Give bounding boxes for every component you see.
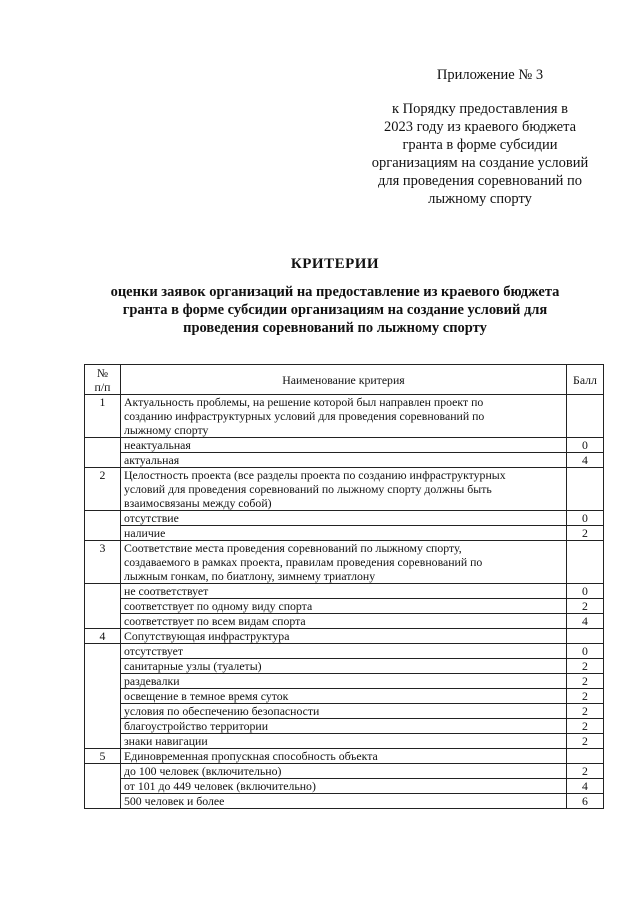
annex-title-text: Приложение № 3 <box>436 67 544 83</box>
header-number-line: п/п <box>94 379 111 394</box>
option-label: соответствует по одному виду спорта <box>121 599 567 614</box>
option-points: 2 <box>567 674 604 689</box>
option-points: 0 <box>567 644 604 659</box>
option-points: 4 <box>567 453 604 468</box>
annex-line: для проведения соревнований по <box>377 173 583 189</box>
criterion-option-row <box>85 526 604 541</box>
criterion-title-line: условий для проведения соревнований по лыжному спорту должны быть <box>124 482 492 496</box>
criteria-body <box>85 395 604 809</box>
annex-line: 2023 году из краевого бюджета <box>383 119 577 135</box>
option-points: 2 <box>567 599 604 614</box>
criterion-title-line: Единовременная пропускная способность объекта <box>124 749 378 763</box>
header-number-line: № <box>96 365 109 380</box>
criterion-title-row <box>85 395 604 438</box>
criterion-number-continued <box>85 779 121 794</box>
option-points: 2 <box>567 719 604 734</box>
criterion-number-continued <box>85 511 121 526</box>
criterion-number-continued <box>85 644 121 659</box>
criterion-title-line: Соответствие места проведения соревнований по лыжному спорту, <box>124 541 462 555</box>
table-header-row <box>85 365 604 395</box>
criterion-option-row <box>85 794 604 809</box>
option-points: 4 <box>567 614 604 629</box>
criterion-option-row <box>85 719 604 734</box>
document-title: КРИТЕРИИ <box>290 256 380 272</box>
criterion-title-line: Целостность проекта (все разделы проекта по созданию инфраструктурных <box>124 468 506 482</box>
criterion-title-row <box>85 541 604 584</box>
criterion-points-empty <box>567 541 604 584</box>
option-label: актуальная <box>121 453 567 468</box>
criterion-points-empty <box>567 395 604 438</box>
criterion-title-line: Сопутствующая инфраструктура <box>124 629 290 643</box>
criterion-title <box>121 468 567 511</box>
criterion-option-row <box>85 584 604 599</box>
criterion-option-row <box>85 599 604 614</box>
annex-line: организациям на создание условий <box>371 155 589 171</box>
header-number <box>85 365 121 395</box>
criterion-option-row <box>85 511 604 526</box>
option-label: раздевалки <box>121 674 567 689</box>
criterion-title-row <box>85 629 604 644</box>
criterion-number-continued <box>85 453 121 468</box>
criterion-number-continued <box>85 719 121 734</box>
criterion-number-continued <box>85 734 121 749</box>
option-label: не соответствует <box>121 584 567 599</box>
option-points: 2 <box>567 734 604 749</box>
option-label: благоустройство территории <box>121 719 567 734</box>
criterion-title <box>121 395 567 438</box>
option-label: соответствует по всем видам спорта <box>121 614 567 629</box>
option-points: 2 <box>567 764 604 779</box>
option-label: от 101 до 449 человек (включительно) <box>121 779 567 794</box>
criterion-option-row <box>85 704 604 719</box>
criterion-number-continued <box>85 764 121 779</box>
option-points: 2 <box>567 659 604 674</box>
criterion-option-row <box>85 614 604 629</box>
option-label: до 100 человек (включительно) <box>121 764 567 779</box>
criterion-option-row <box>85 659 604 674</box>
criterion-number: 2 <box>85 468 121 511</box>
criterion-number-continued <box>85 526 121 541</box>
header-points: Балл <box>567 365 604 395</box>
option-points: 6 <box>567 794 604 809</box>
option-label: отсутствие <box>121 511 567 526</box>
criterion-title <box>121 629 567 644</box>
option-points: 0 <box>567 584 604 599</box>
criterion-title-line: созданию инфраструктурных условий для проведения соревнований по <box>124 409 485 423</box>
option-points: 4 <box>567 779 604 794</box>
criterion-number-continued <box>85 584 121 599</box>
option-points: 0 <box>567 511 604 526</box>
criterion-number-continued <box>85 614 121 629</box>
criterion-option-row <box>85 438 604 453</box>
criterion-option-row <box>85 689 604 704</box>
criterion-number: 4 <box>85 629 121 644</box>
criterion-number-continued <box>85 438 121 453</box>
header-name: Наименование критерия <box>121 365 567 395</box>
option-label: условия по обеспечению безопасности <box>121 704 567 719</box>
criterion-title-row <box>85 749 604 764</box>
subtitle-line: проведения соревнований по лыжному спорту <box>183 320 487 336</box>
option-label: отсутствует <box>121 644 567 659</box>
option-label: знаки навигации <box>121 734 567 749</box>
criterion-number-continued <box>85 599 121 614</box>
criterion-number: 1 <box>85 395 121 438</box>
criteria-table <box>84 364 604 809</box>
option-label: освещение в темное время суток <box>121 689 567 704</box>
criterion-points-empty <box>567 749 604 764</box>
criterion-title-line: создаваемого в рамках проекта, правилам проведения соревнований по <box>124 555 483 569</box>
criterion-option-row <box>85 453 604 468</box>
criterion-option-row <box>85 644 604 659</box>
criterion-points-empty <box>567 629 604 644</box>
criterion-title-line: лыжным гонкам, по биатлону, зимнему триатлону <box>124 569 376 583</box>
criterion-option-row <box>85 734 604 749</box>
subtitle-line: гранта в форме субсидии организациям на создание условий для <box>122 302 548 318</box>
subtitle-line: оценки заявок организаций на предоставление из краевого бюджета <box>110 284 560 300</box>
annex-line: гранта в форме субсидии <box>402 137 558 153</box>
criterion-title <box>121 749 567 764</box>
criterion-number-continued <box>85 794 121 809</box>
criterion-title-row <box>85 468 604 511</box>
option-label: санитарные узлы (туалеты) <box>121 659 567 674</box>
criterion-title <box>121 541 567 584</box>
option-label: наличие <box>121 526 567 541</box>
criterion-number-continued <box>85 704 121 719</box>
option-points: 2 <box>567 704 604 719</box>
annex-line: лыжному спорту <box>428 191 532 207</box>
criterion-option-row <box>85 779 604 794</box>
criterion-title-line: взаимосвязаны между собой) <box>124 496 272 510</box>
option-label: неактуальная <box>121 438 567 453</box>
annex-line: к Порядку предоставления в <box>391 101 569 117</box>
criterion-option-row <box>85 674 604 689</box>
criterion-points-empty <box>567 468 604 511</box>
criterion-title-line: Актуальность проблемы, на решение которой был направлен проект по <box>124 395 484 409</box>
criterion-title-line: лыжному спорту <box>124 423 209 437</box>
option-points: 0 <box>567 438 604 453</box>
annex-reference <box>360 100 600 208</box>
criterion-number: 5 <box>85 749 121 764</box>
criterion-number-continued <box>85 689 121 704</box>
option-points: 2 <box>567 526 604 541</box>
criterion-number-continued <box>85 659 121 674</box>
option-label: 500 человек и более <box>121 794 567 809</box>
annex-title <box>360 66 600 84</box>
criterion-number-continued <box>85 674 121 689</box>
option-points: 2 <box>567 689 604 704</box>
criterion-option-row <box>85 764 604 779</box>
document-subtitle <box>90 283 580 337</box>
criterion-number: 3 <box>85 541 121 584</box>
